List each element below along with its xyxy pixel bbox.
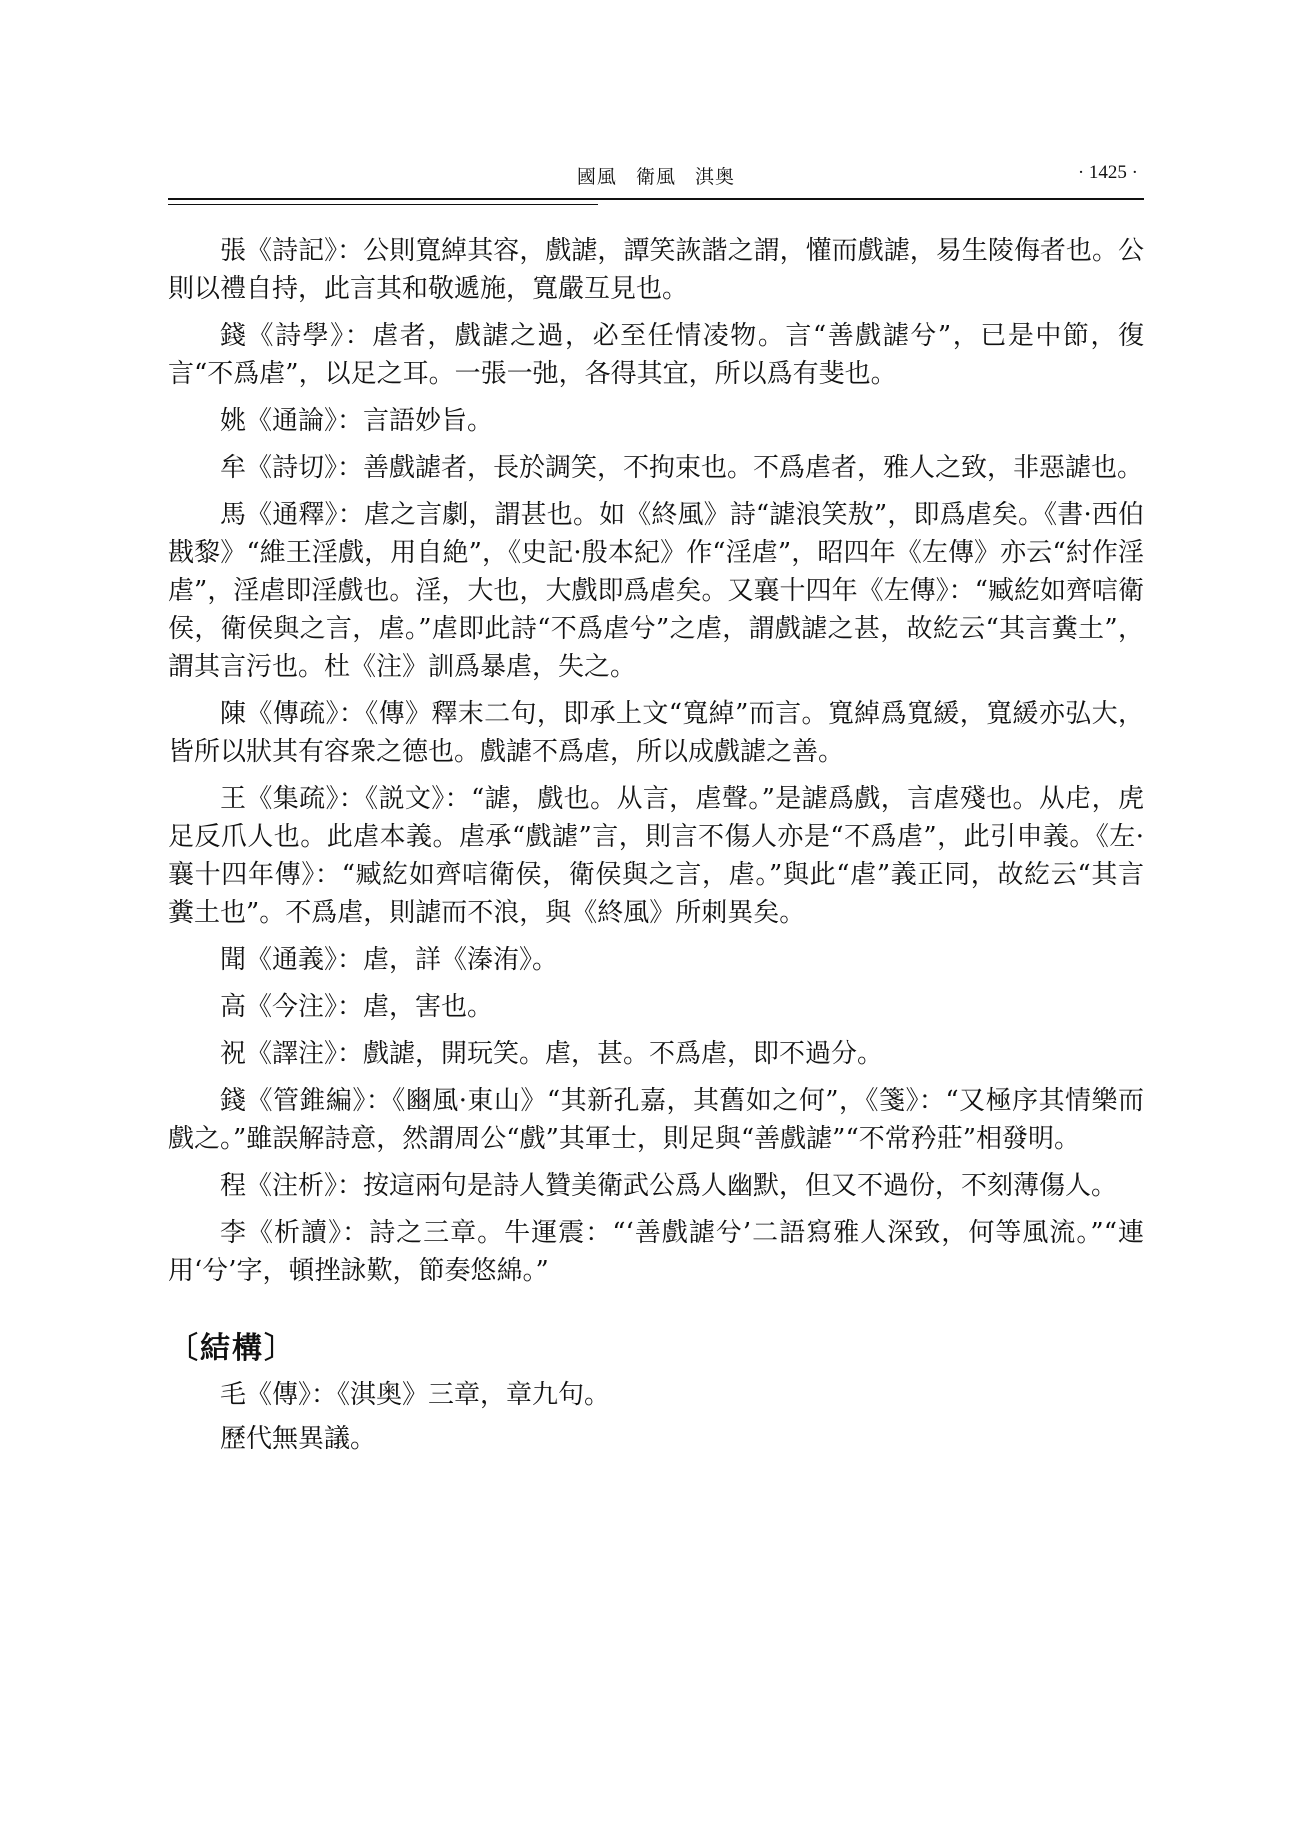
commentary-entry-wen-tongyi: 聞《通義》：虐，詳《溱洧》。 bbox=[220, 945, 559, 975]
commentary-entry-mou-shiqie: 牟《詩切》：善戲謔者，長於調笑，不拘束也。不爲虐者，雅人之致，非惡謔也。 bbox=[220, 453, 1144, 483]
structure-line-consensus: 歷代無異議。 bbox=[220, 1424, 377, 1454]
header-rule bbox=[168, 198, 1144, 200]
structure-line-mao-zhuan: 毛《傳》：《淇奥》三章，章九句。 bbox=[220, 1380, 611, 1410]
header-rule-short bbox=[168, 204, 598, 205]
running-title-section-3: 淇奥 bbox=[695, 166, 736, 188]
commentary-entry-cheng-zhuxi: 程《注析》：按這兩句是詩人贊美衛武公爲人幽默，但又不過份，不刻薄傷人。 bbox=[220, 1171, 1118, 1201]
commentary-entry-zhang-shiji: 張《詩記》：公則寬綽其容，戲謔，譚笑詼諧之謂，懽而戲謔，易生陵侮者也。公則以禮自持，此言其和敬遞施，寬嚴互見也。 bbox=[168, 236, 1144, 304]
running-title bbox=[168, 162, 1144, 189]
running-title-section-2: 衛風 bbox=[635, 166, 676, 188]
commentary-entry-qian-shixue: 錢《詩學》：虐者，戲謔之過，必至任情凌物。言“善戲謔兮”，已是中節，復言“不爲虐”，以足之耳。一張一弛，各得其宜，所以爲有斐也。 bbox=[168, 321, 1144, 389]
commentary-entry-yao-tonglun: 姚《通論》：言語妙旨。 bbox=[220, 406, 494, 436]
page-number: · 1425 · bbox=[1077, 162, 1138, 183]
commentary-entry-chen-chuanshu: 陳《傳疏》：《傳》釋末二句，即承上文“寬綽”而言。寬綽爲寬緩，寬緩亦弘大，皆所以狀其有容衆之德也。戲謔不爲虐，所以成戲謔之善。 bbox=[168, 699, 1144, 767]
commentary-entry-ma-tongshi: 馬《通釋》：虐之言劇，謂甚也。如《終風》詩“謔浪笑敖”，即爲虐矣。《書·西伯戡黎》“維王淫戲，用自絶”，《史記·殷本紀》作“淫虐”，昭四年《左傳》亦云“紂作淫虐”，淫虐即淫戲也。淫，大也，大戲即爲虐矣。又襄十四年《左傳》：“臧紇如齊唁衛侯，衛侯與之言，虐。”虐即此詩“不爲虐兮”之虐，謂戲謔之甚，故紇云“其言糞土”，謂其言污也。杜《注》訓爲暴虐，失之。 bbox=[168, 500, 1144, 682]
section-heading-structure: 〔結構〕 bbox=[168, 1331, 296, 1366]
commentary-entry-gao-jinzhu: 高《今注》：虐，害也。 bbox=[220, 992, 494, 1022]
running-title-section-1: 國風 bbox=[576, 166, 617, 188]
commentary-entry-qian-guanzhuibian: 錢《管錐編》：《豳風·東山》“其新孔嘉，其舊如之何”，《箋》：“又極序其情樂而戲之。”雖誤解詩意，然謂周公“戲”其軍士，則足與“善戲謔”“不常矜莊”相發明。 bbox=[168, 1086, 1144, 1154]
commentary-entry-wang-jishu: 王《集疏》：《説文》：“謔，戲也。从言，虐聲。”是謔爲戲，言虐殘也。从虍，虎足反爪人也。此虐本義。虐承“戲謔”言，則言不傷人亦是“不爲虐”，此引申義。《左·襄十四年傳》：“臧紇如齊唁衛侯，衛侯與之言，虐。”與此“虐”義正同，故紇云“其言糞土也”。不爲虐，則謔而不浪，與《終風》所刺異矣。 bbox=[168, 784, 1144, 928]
commentary-entry-li-xidu: 李《析讀》：詩之三章。牛運震：“‘善戲謔兮’二語寫雅人深致，何等風流。”“連用‘兮’字，頓挫詠歎，節奏悠綿。” bbox=[168, 1218, 1145, 1286]
page-body bbox=[168, 232, 1144, 1464]
commentary-entry-zhu-yizhu: 祝《譯注》：戲謔，開玩笑。虐，甚。不爲虐，即不過分。 bbox=[220, 1039, 884, 1069]
page-header bbox=[168, 158, 1144, 218]
